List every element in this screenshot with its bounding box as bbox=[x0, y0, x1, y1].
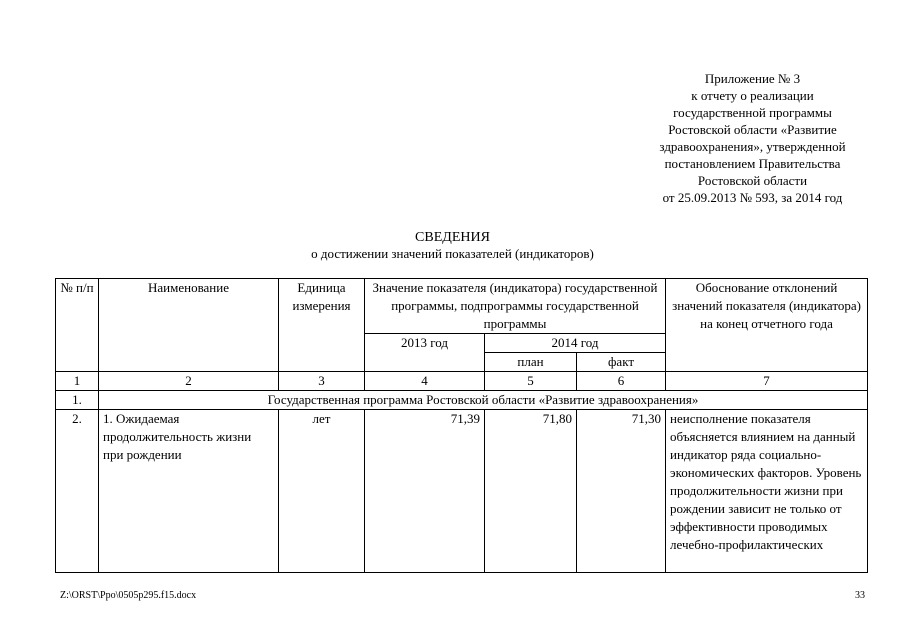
appendix-line: здравоохранения», утвержденной bbox=[659, 139, 846, 154]
appendix-line: Ростовской области «Развитие bbox=[668, 122, 837, 137]
header-unit: Единица измерения bbox=[279, 279, 365, 372]
document-subtitle: о достижении значений показателей (индикаторов) bbox=[311, 246, 594, 261]
header-name: Наименование bbox=[99, 279, 279, 372]
section-num: 1. bbox=[56, 391, 99, 410]
header-fact: факт bbox=[577, 353, 666, 372]
header-justification: Обоснование отклонений значений показателя (индикатора) на конец отчетного года bbox=[666, 279, 868, 372]
appendix-line: к отчету о реализации bbox=[691, 88, 814, 103]
appendix-line: государственной программы bbox=[673, 105, 832, 120]
column-number: 2 bbox=[99, 372, 279, 391]
appendix-line: от 25.09.2013 № 593, за 2014 год bbox=[662, 190, 843, 205]
appendix-line: Приложение № 3 bbox=[704, 71, 801, 86]
footer-file-path: Z:\ORST\Ppo\0505p295.f15.docx bbox=[60, 590, 197, 601]
document-title: СВЕДЕНИЯ bbox=[415, 230, 490, 245]
appendix-line: Ростовской области bbox=[697, 173, 808, 188]
column-number: 3 bbox=[279, 372, 365, 391]
header-plan: план bbox=[485, 353, 577, 372]
column-number: 7 bbox=[666, 372, 868, 391]
row-name: 1. Ожидаемая продолжительность жизни при рождении bbox=[99, 410, 279, 573]
table-row bbox=[56, 410, 868, 573]
section-row bbox=[56, 391, 868, 410]
header-year-2014: 2014 год bbox=[485, 334, 666, 353]
section-title: Государственная программа Ростовской области «Развитие здравоохранения» bbox=[99, 391, 868, 410]
header-row bbox=[56, 279, 868, 334]
row-plan-2014: 71,80 bbox=[485, 410, 577, 573]
row-justification: неисполнение показателя объясняется влиянием на данный индикатор ряда социально-экономических факторов. Уровень продолжительности жизни при рождении зависит не только от эффективности проводимых лечебно-профилактических bbox=[666, 410, 868, 573]
header-value-group: Значение показателя (индикатора) государственной программы, подпрограммы государственной программы bbox=[365, 279, 666, 334]
indicators-table bbox=[55, 278, 868, 573]
row-value-2013: 71,39 bbox=[365, 410, 485, 573]
row-unit: лет bbox=[279, 410, 365, 573]
footer-page-number: 33 bbox=[855, 590, 865, 601]
header-year-2013: 2013 год bbox=[365, 334, 485, 372]
row-num: 2. bbox=[56, 410, 99, 573]
column-number: 5 bbox=[485, 372, 577, 391]
appendix-line: постановлением Правительства bbox=[664, 156, 841, 171]
header-num: № п/п bbox=[56, 279, 99, 372]
column-numbers-row bbox=[56, 372, 868, 391]
column-number: 6 bbox=[577, 372, 666, 391]
row-fact-2014: 71,30 bbox=[577, 410, 666, 573]
appendix-block bbox=[640, 70, 865, 206]
column-number: 4 bbox=[365, 372, 485, 391]
column-number: 1 bbox=[56, 372, 99, 391]
